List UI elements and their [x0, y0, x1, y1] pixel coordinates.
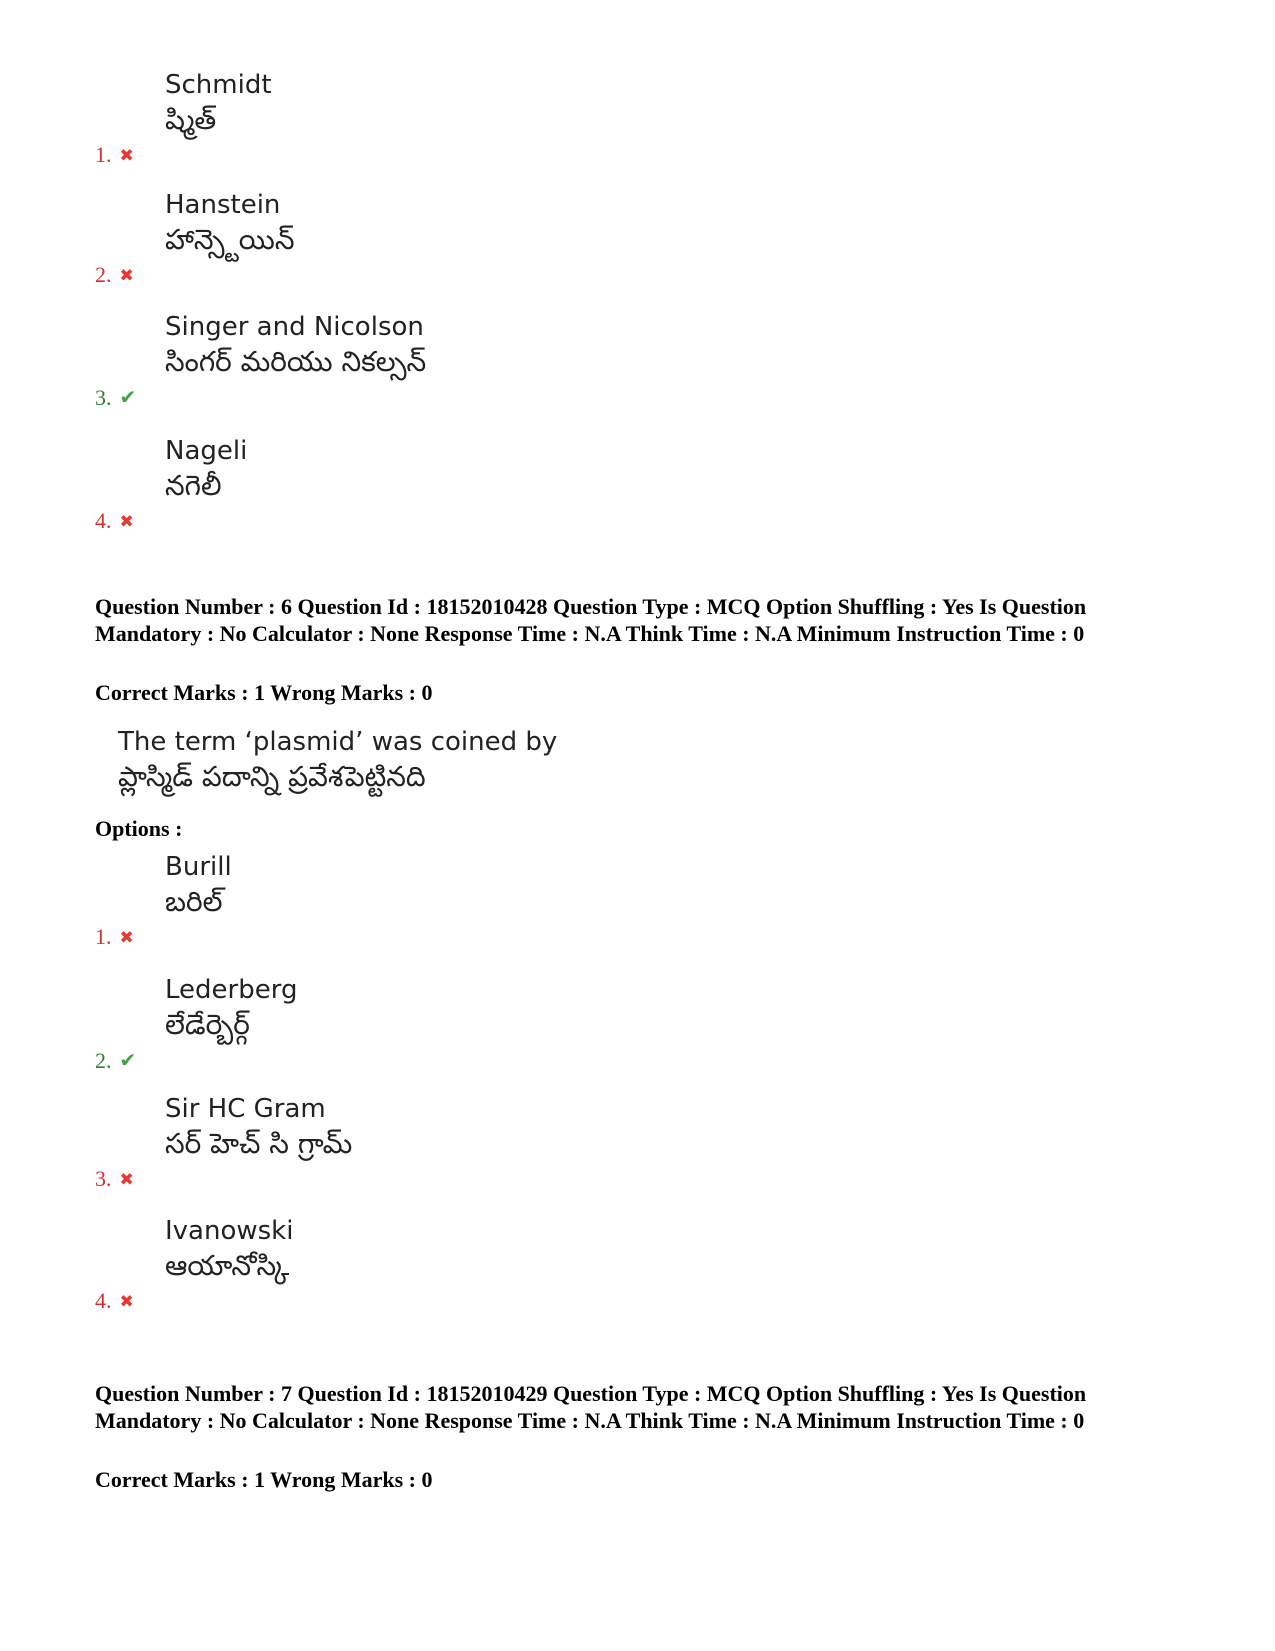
cross-icon: ✖	[119, 512, 134, 532]
option-text-en: Burill	[165, 852, 232, 882]
option-number: 2. ✔	[95, 1048, 137, 1073]
option-text-en: Sir HC Gram	[165, 1094, 326, 1124]
option-text-te: సింగర్ మరియు నికల్సన్	[165, 345, 427, 378]
question-6-text	[118, 725, 557, 795]
option-image	[165, 973, 297, 1043]
check-icon: ✔	[119, 385, 137, 409]
cross-icon: ✖	[119, 146, 134, 166]
option-image	[165, 1092, 352, 1162]
option-text-en: Singer and Nicolson	[165, 312, 424, 342]
option-text-te: ష్మిత్	[165, 103, 217, 136]
question-text-en: The term ‘plasmid’ was coined by	[118, 727, 558, 757]
cross-icon: ✖	[119, 266, 134, 286]
cross-icon: ✖	[119, 1292, 134, 1312]
question-text-te: ప్లాస్మిడ్ పదాన్ని ప్రవేశపెట్టినది	[118, 760, 426, 793]
prev-option-1	[95, 68, 995, 168]
option-text-en: Hanstein	[165, 190, 281, 220]
q6-option-4	[95, 1214, 995, 1314]
q6-option-2	[95, 973, 995, 1073]
prev-option-3	[95, 310, 995, 410]
option-image	[165, 1214, 293, 1284]
prev-option-2	[95, 188, 995, 288]
option-text-te: ఆయానోస్కి	[165, 1249, 290, 1282]
option-text-en: Lederberg	[165, 975, 298, 1005]
q6-option-1	[95, 850, 995, 950]
question-7-marks: Correct Marks : 1 Wrong Marks : 0	[95, 1467, 433, 1492]
option-image	[165, 68, 272, 138]
cross-icon: ✖	[119, 928, 134, 948]
option-number: 3. ✖	[95, 1166, 134, 1191]
option-image	[165, 850, 232, 920]
option-text-te: బరిల్	[165, 885, 223, 918]
option-number: 2. ✖	[95, 262, 134, 287]
option-number: 4. ✖	[95, 1288, 134, 1313]
cross-icon: ✖	[119, 1170, 134, 1190]
option-text-en: Schmidt	[165, 70, 272, 100]
option-number: 1. ✖	[95, 142, 134, 167]
option-image	[165, 434, 247, 504]
question-6-marks: Correct Marks : 1 Wrong Marks : 0	[95, 680, 433, 705]
option-number: 3. ✔	[95, 385, 137, 410]
option-number: 4. ✖	[95, 508, 134, 533]
q6-option-3	[95, 1092, 995, 1192]
option-text-te: నగెలీ	[165, 469, 222, 502]
option-text-en: Ivanowski	[165, 1216, 294, 1246]
option-text-te: హాన్స్టెయిన్	[165, 223, 295, 256]
question-6-meta: Question Number : 6 Question Id : 18152010428 Question Type : MCQ Option Shuffling : Yes Is Question Mandatory : No Calculator : None Response Time : N.A Think Time : N.A Minimum Instruction Time : 0	[95, 594, 1087, 646]
prev-option-4	[95, 434, 995, 534]
option-text-te: లేడేర్బెర్గ్	[165, 1008, 250, 1041]
option-image	[165, 310, 426, 380]
check-icon: ✔	[119, 1048, 137, 1072]
option-number: 1. ✖	[95, 924, 134, 949]
option-text-en: Nageli	[165, 436, 248, 466]
options-label: Options :	[95, 816, 183, 841]
question-7-meta: Question Number : 7 Question Id : 18152010429 Question Type : MCQ Option Shuffling : Yes Is Question Mandatory : No Calculator : None Response Time : N.A Think Time : N.A Minimum Instruction Time : 0	[95, 1381, 1087, 1433]
option-text-te: సర్ హెచ్ సి గ్రామ్	[165, 1127, 353, 1160]
option-image	[165, 188, 294, 258]
